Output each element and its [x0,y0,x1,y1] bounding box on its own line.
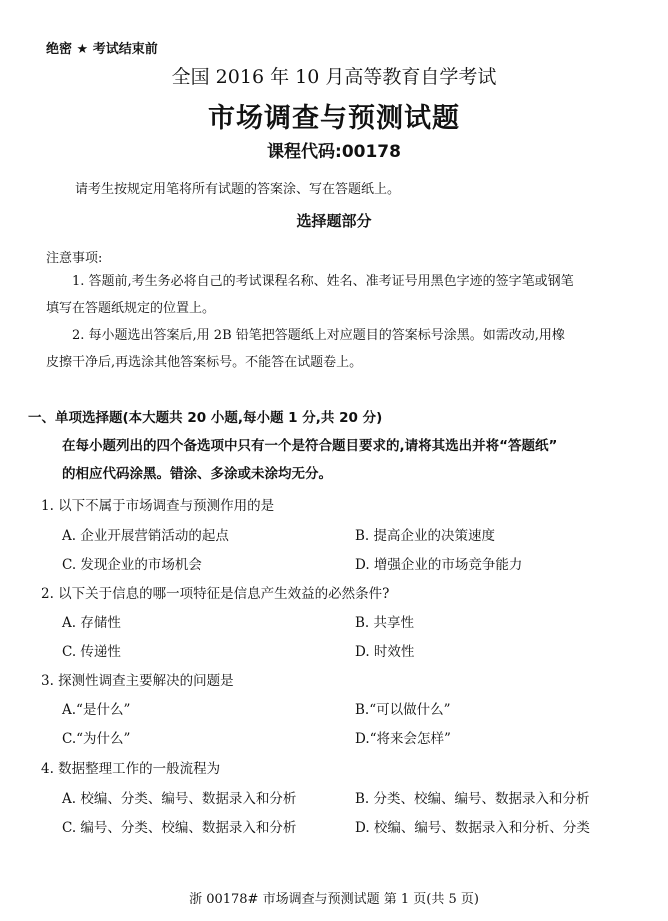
confidential-label: 绝密 ★ 考试结束前 [46,42,158,57]
part-1-description-line-2: 的相应代码涂黑。错涂、多涂或未涂均无分。 [62,466,332,482]
notice-item-2-line-2: 皮擦干净后,再选涂其他答案标号。不能答在试题卷上。 [46,355,363,370]
general-instruction: 请考生按规定用笔将所有试题的答案涂、写在答题纸上。 [75,182,401,197]
question-4-option-d: D. 校编、编号、数据录入和分析、分类 [355,820,590,836]
page-footer: 浙 00178# 市场调查与预测试题 第 1 页(共 5 页) [189,892,479,907]
question-4-option-a: A. 校编、分类、编号、数据录入和分析 [62,791,297,807]
question-4-stem: 4. 数据整理工作的一般流程为 [41,761,221,777]
question-4-option-b: B. 分类、校编、编号、数据录入和分析 [355,791,590,807]
question-3-option-b: B.“可以做什么” [355,702,451,718]
notice-heading: 注意事项: [46,251,103,266]
question-2-option-d: D. 时效性 [355,644,415,660]
question-2-option-a: A. 存储性 [62,615,121,631]
notice-item-1-line-2: 填写在答题纸规定的位置上。 [46,301,216,316]
notice-item-1-line-1: 1. 答题前,考生务必将自己的考试课程名称、姓名、准考证号用黑色字迹的签字笔或钢笔 [72,274,574,289]
question-1-option-d: D. 增强企业的市场竞争能力 [355,557,523,573]
question-3-option-c: C.“为什么” [62,731,131,747]
question-4-option-c: C. 编号、分类、校编、数据录入和分析 [62,820,297,836]
question-2-stem: 2. 以下关于信息的哪一项特征是信息产生效益的必然条件? [41,586,390,602]
question-3-option-d: D.“将来会怎样” [355,731,451,747]
question-3-option-a: A.“是什么” [62,702,131,718]
exam-title: 全国 2016 年 10 月高等教育自学考试 [171,66,497,88]
question-1-option-a: A. 企业开展营销活动的起点 [62,528,229,544]
notice-item-2-line-1: 2. 每小题选出答案后,用 2B 铅笔把答题纸上对应题目的答案标号涂黑。如需改动,用橡 [72,328,565,343]
question-1-option-c: C. 发现企业的市场机会 [62,557,202,573]
question-1-option-b: B. 提高企业的决策速度 [355,528,496,544]
question-1-stem: 1. 以下不属于市场调查与预测作用的是 [41,498,275,514]
paper-title: 市场调查与预测试题 [208,103,460,134]
course-code: 课程代码:00178 [267,142,401,162]
question-3-stem: 3. 探测性调查主要解决的问题是 [41,673,234,689]
part-1-heading: 一、单项选择题(本大题共 20 小题,每小题 1 分,共 20 分) [28,410,383,426]
question-2-option-c: C. 传递性 [62,644,121,660]
part-1-description-line-1: 在每小题列出的四个备选项中只有一个是符合题目要求的,请将其选出并将“答题纸” [62,438,558,454]
question-2-option-b: B. 共享性 [355,615,415,631]
section-title: 选择题部分 [296,212,372,230]
